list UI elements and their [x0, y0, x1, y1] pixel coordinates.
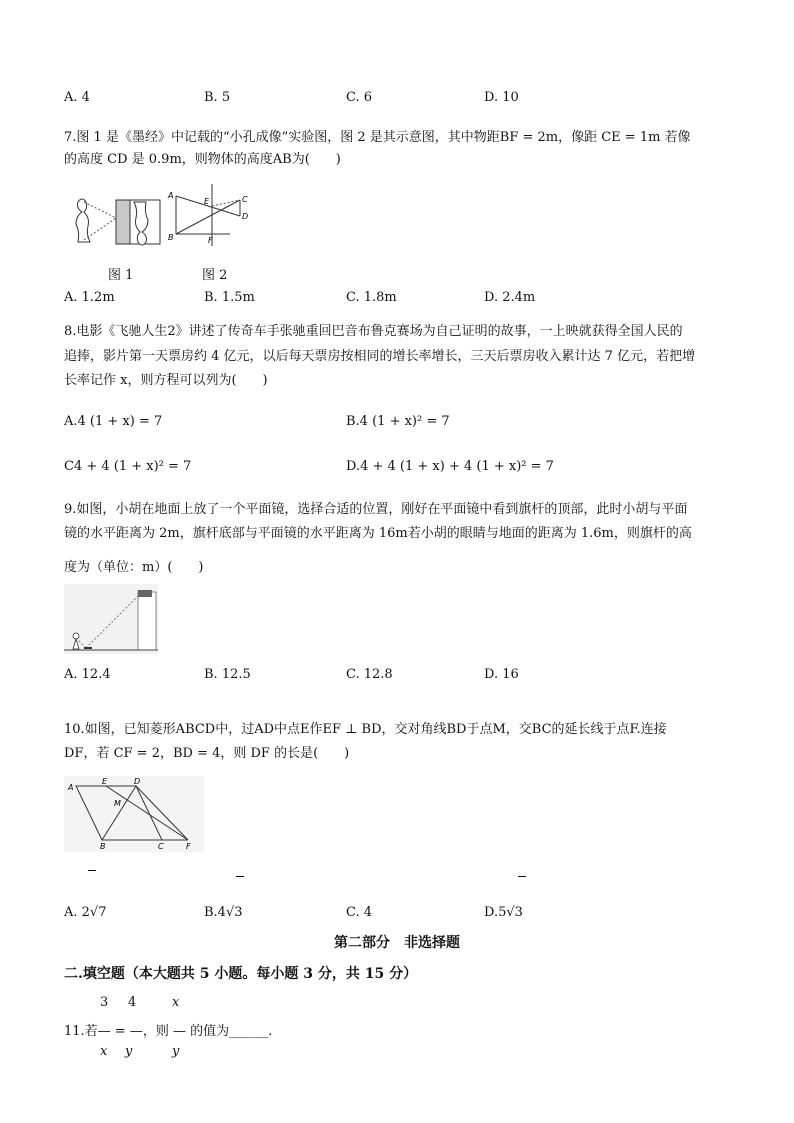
- q7-figure-2: [164, 182, 254, 248]
- q8-stem-line2: 追捧，影片第一天票房约 4 亿元，以后每天票房按相同的增长率增长，三天后票房收入累计达 7 亿元，若把增: [64, 349, 696, 364]
- part2-title: 第二部分 非选择题: [334, 935, 460, 951]
- q10-label-m: M: [114, 799, 121, 808]
- q7-option-d: D. 2.4m: [484, 290, 536, 305]
- q10-label-e: E: [102, 777, 108, 786]
- section2-title: 二.填空题（本大题共 5 小题。每小题 3 分，共 15 分）: [64, 966, 418, 982]
- fig2-label-e: E: [204, 197, 210, 206]
- q10-option-a: A. 2√7: [64, 905, 107, 920]
- q11-num-x: x: [172, 995, 180, 1010]
- q9-stem-line2: 镜的水平距离为 2m，旗杆底部与平面镜的水平距离为 16m若小胡的眼睛与地面的距离为 1.6m，则旗杆的高: [64, 526, 692, 541]
- q11-main-line: 11.若— = —，则 — 的值为______.: [64, 1024, 273, 1039]
- q10-label-f: F: [186, 842, 191, 851]
- q7-option-a: A. 1.2m: [64, 290, 115, 305]
- q11-den-y: y: [125, 1044, 133, 1059]
- q10-overline-b: [236, 876, 244, 877]
- q9-stem-line1: 9.如图，小胡在地面上放了一个平面镜，选择合适的位置，刚好在平面镜中看到旗杆的顶部，此时小胡与平面: [64, 502, 688, 517]
- q8-option-c: C4 + 4 (1 + x)² = 7: [64, 459, 192, 474]
- q9-option-c: C. 12.8: [346, 667, 393, 682]
- fig2-label-a: A: [168, 191, 174, 200]
- q8-stem-line3: 长率记作 x，则方程可以列为( ): [64, 373, 268, 388]
- q11-den-x: x: [100, 1044, 108, 1059]
- q9-figure: [64, 584, 158, 654]
- q7-stem-line1: 7.图 1 是《墨经》中记载的“小孔成像”实验图，图 2 是其示意图，其中物距BF = 2m，像距 CE = 1m 若像: [64, 130, 691, 145]
- q10-overline-d: [518, 876, 526, 877]
- q9-option-d: D. 16: [484, 667, 519, 682]
- q10-label-c: C: [158, 842, 164, 851]
- q11-den-y2: y: [172, 1044, 180, 1059]
- q10-label-b: B: [100, 842, 106, 851]
- q10-overline-a: [88, 870, 96, 871]
- q11-num-3: 3: [100, 995, 109, 1010]
- q8-stem-line1: 8.电影《飞驰人生2》讲述了传奇车手张驰重回巴音布鲁克赛场为自己证明的故事，一上映就获得全国人民的: [64, 324, 683, 339]
- q6-option-b: B. 5: [204, 90, 231, 105]
- q10-label-d: D: [134, 777, 141, 786]
- q6-option-d: D. 10: [484, 90, 519, 105]
- q7-figure-1-caption: 图 1: [108, 268, 134, 283]
- q10-figure: [64, 776, 204, 852]
- q6-option-c: C. 6: [346, 90, 373, 105]
- q10-stem-line1: 10.如图，已知菱形ABCD中，过AD中点E作EF ⊥ BD，交对角线BD于点M，交BC的延长线于点F.连接: [64, 722, 667, 737]
- q8-option-a: A.4 (1 + x) = 7: [64, 414, 163, 429]
- q9-option-b: B. 12.5: [204, 667, 251, 682]
- q6-option-a: A. 4: [64, 90, 90, 105]
- q10-option-b: B.4√3: [204, 905, 243, 920]
- q7-stem-line2: 的高度 CD 是 0.9m，则物体的高度AB为( ): [64, 152, 341, 167]
- q11-num-4: 4: [128, 995, 137, 1010]
- fig2-label-b: B: [168, 233, 174, 242]
- fig2-label-d: D: [242, 212, 249, 221]
- q8-option-b: B.4 (1 + x)² = 7: [346, 414, 450, 429]
- q10-option-c: C. 4: [346, 905, 373, 920]
- q7-option-c: C. 1.8m: [346, 290, 397, 305]
- q8-option-d: D.4 + 4 (1 + x) + 4 (1 + x)² = 7: [346, 459, 554, 474]
- q10-stem-line2: DF，若 CF = 2，BD = 4，则 DF 的长是( ): [64, 746, 350, 761]
- q10-label-a: A: [68, 783, 74, 792]
- q7-option-b: B. 1.5m: [204, 290, 255, 305]
- q7-figure-1: [62, 188, 162, 250]
- q9-option-a: A. 12.4: [64, 667, 111, 682]
- q10-option-d: D.5√3: [484, 905, 523, 920]
- q7-figure-2-caption: 图 2: [202, 268, 228, 283]
- fig2-label-c: C: [242, 195, 248, 204]
- fig2-label-f: F: [208, 236, 213, 245]
- q9-stem-line3: 度为（单位：m）( ): [64, 560, 204, 575]
